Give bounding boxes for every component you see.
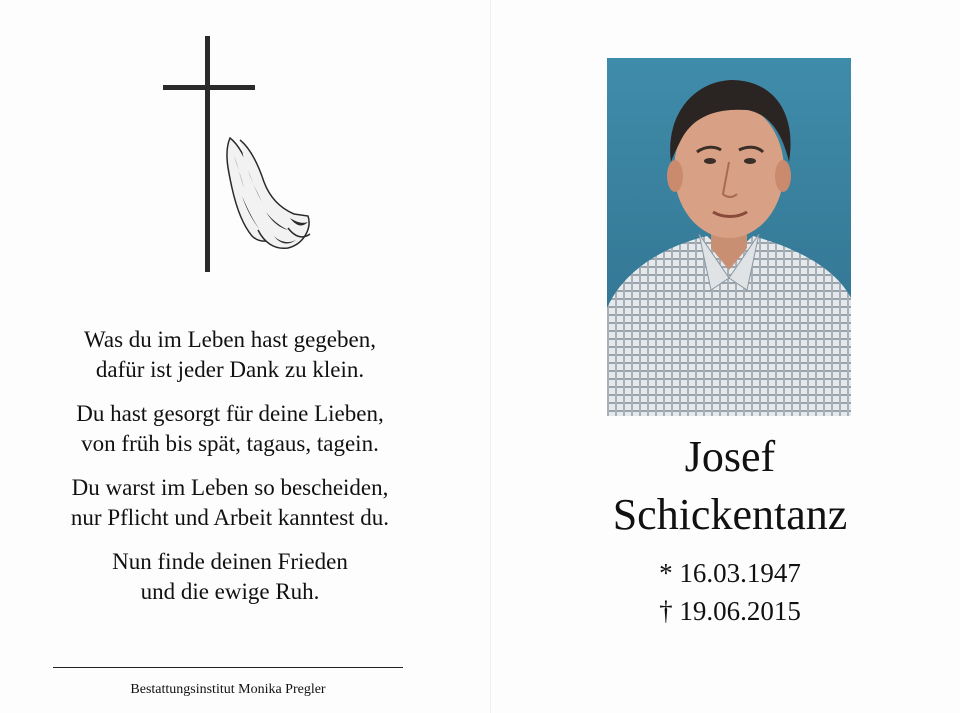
cross-bar bbox=[163, 85, 255, 90]
poem-line: Nun finde deinen Frieden bbox=[112, 549, 348, 574]
cross-emblem bbox=[160, 36, 320, 276]
poem-line: und die ewige Ruh. bbox=[140, 579, 320, 604]
poem-line: Du hast gesorgt für deine Lieben, bbox=[76, 401, 384, 426]
poem-stanza bbox=[20, 325, 440, 385]
poem-line: Du warst im Leben so bescheiden, bbox=[71, 475, 389, 500]
death-date: † 19.06.2015 bbox=[659, 596, 801, 626]
last-name: Schickentanz bbox=[612, 490, 848, 539]
poem-line: nur Pflicht und Arbeit kanntest du. bbox=[70, 505, 390, 530]
poem-line: dafür ist jeder Dank zu klein. bbox=[95, 357, 365, 382]
poem-stanza bbox=[20, 547, 440, 607]
undertaker-credit: Bestattungsinstitut Monika Pregler bbox=[130, 682, 326, 697]
cross-icon bbox=[205, 36, 210, 272]
poem-stanza bbox=[20, 399, 440, 459]
birth-date: * 16.03.1947 bbox=[659, 558, 801, 588]
first-name: Josef bbox=[684, 432, 776, 481]
footer-divider bbox=[53, 667, 403, 668]
poem bbox=[20, 325, 440, 621]
poem-stanza bbox=[20, 473, 440, 533]
praying-hands-icon bbox=[218, 136, 314, 256]
poem-line: Was du im Leben hast gegeben, bbox=[84, 327, 376, 352]
card-fold-line bbox=[490, 0, 491, 713]
portrait-photo bbox=[607, 58, 851, 416]
poem-line: von früh bis spät, tagaus, tagein. bbox=[81, 431, 379, 456]
